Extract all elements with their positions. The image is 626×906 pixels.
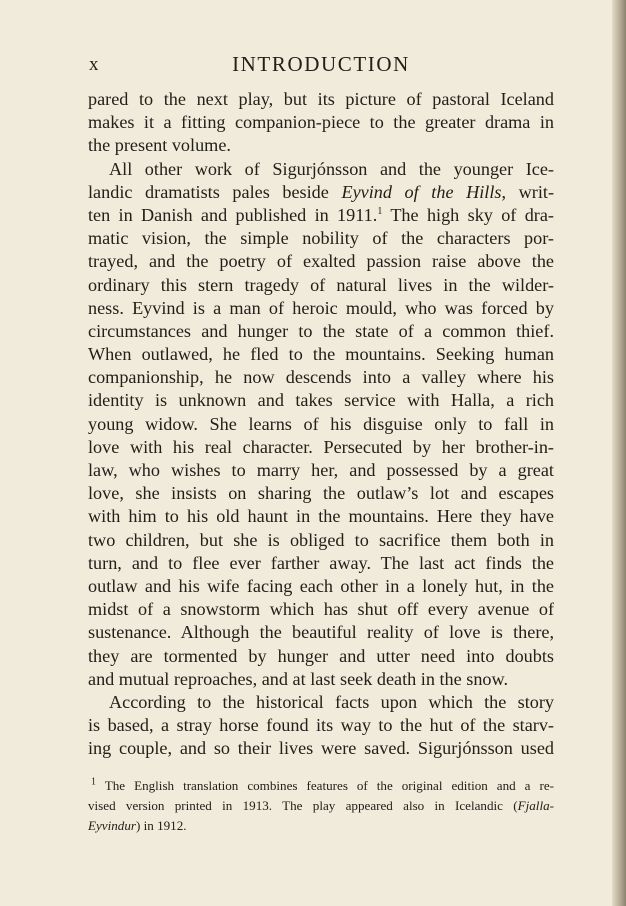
text-line	[88, 320, 554, 343]
text-line	[88, 111, 554, 134]
footnote-line	[88, 796, 554, 816]
text-line	[88, 88, 554, 111]
text-line	[88, 227, 554, 250]
text-run: they are tormented by hunger and utter need into doubts	[88, 645, 554, 666]
text-line	[88, 482, 554, 505]
text-run: the present volume.	[88, 135, 231, 156]
text-run: love with his real character. Persecuted by her brother-in-	[88, 436, 554, 457]
text-line	[88, 575, 554, 598]
text-line	[88, 691, 554, 714]
text-line	[88, 389, 554, 412]
text-line	[88, 413, 554, 436]
text-run: vised version printed in 1913. The play appeared also in Icelandic (	[88, 798, 518, 813]
text-line	[88, 181, 554, 204]
footnote-marker: 1	[91, 776, 96, 788]
text-run: identity is unknown and takes service with Halla, a rich	[88, 390, 554, 411]
text-line	[88, 529, 554, 552]
text-run: According to the historical facts upon which the story	[109, 691, 554, 712]
footnotes	[88, 776, 554, 836]
page-edge-shadow	[612, 0, 626, 906]
text-line	[88, 737, 554, 760]
text-line	[88, 436, 554, 459]
text-run: pared to the next play, but its picture of pastoral Iceland	[88, 89, 554, 109]
italic-text: Eyvind of the Hills	[341, 181, 502, 202]
italic-text: Fjalla-	[517, 798, 554, 813]
text-run: The high sky of dra-	[382, 204, 554, 225]
page-number: x	[89, 54, 100, 75]
text-line	[88, 598, 554, 621]
text-run: turn, and to flee ever farther away. The last act finds the	[88, 552, 554, 573]
text-line	[88, 621, 554, 644]
body-text	[88, 88, 554, 760]
text-run: young widow. She learns of his disguise only to fall in	[88, 413, 554, 434]
text-run: is based, a stray horse found its way to the hut of the starv-	[88, 715, 554, 736]
text-run: ordinary this stern tragedy of natural lives in the wilder-	[88, 274, 554, 295]
text-run: circumstances and hunger to the state of a common thief.	[88, 320, 554, 341]
text-run: landic dramatists pales beside	[88, 181, 342, 202]
text-line	[88, 668, 554, 691]
text-run: All other work of Sigurjónsson and the younger Ice-	[109, 158, 554, 179]
footnote-marker: 1	[377, 205, 383, 217]
text-run: makes it a fitting companion-piece to the greater drama in	[88, 112, 554, 133]
text-line	[88, 204, 554, 227]
text-run: , writ-	[501, 181, 554, 202]
text-run: companionship, he now descends into a valley where his	[88, 367, 554, 388]
text-line	[88, 343, 554, 366]
text-run: outlaw and his wife facing each other in a lonely hut, in the	[88, 575, 554, 596]
footnote-line	[88, 776, 554, 796]
italic-text: Eyvindur	[88, 818, 136, 833]
text-run: trayed, and the poetry of exalted passion raise above the	[88, 251, 554, 272]
text-run: law, who wishes to marry her, and possessed by a great	[88, 460, 554, 480]
text-run: two children, but she is obliged to sacrifice them both in	[88, 529, 554, 550]
text-line	[88, 250, 554, 273]
text-line	[88, 134, 554, 157]
page-header	[86, 52, 556, 80]
footnote-line	[88, 816, 554, 836]
text-line	[88, 158, 554, 181]
text-line	[88, 366, 554, 389]
text-line	[88, 274, 554, 297]
text-run: and mutual reproaches, and at last seek death in the snow.	[88, 668, 509, 689]
text-line	[88, 714, 554, 737]
running-head: INTRODUCTION	[232, 52, 410, 76]
text-run: midst of a snowstorm which has shut off every avenue of	[88, 599, 554, 620]
text-run: The English translation combines features of the original edition and a re-	[96, 778, 554, 793]
text-run: matic vision, the simple nobility of the characters por-	[88, 228, 554, 249]
text-run: ten in Danish and published in 1911.	[88, 204, 378, 225]
text-line	[88, 645, 554, 668]
text-run: ness. Eyvind is a man of heroic mould, who was forced by	[88, 297, 554, 318]
text-run: love, she insists on sharing the outlaw’s lot and escapes	[88, 483, 554, 504]
text-run: When outlawed, he fled to the mountains. Seeking human	[88, 344, 554, 365]
text-line	[88, 297, 554, 320]
text-run: sustenance. Although the beautiful reality of love is there,	[88, 622, 554, 643]
text-run: ing couple, and so their lives were saved. Sigurjónsson used	[88, 738, 554, 759]
text-line	[88, 552, 554, 575]
text-line	[88, 459, 554, 482]
text-run: with him to his old haunt in the mountains. Here they have	[88, 506, 554, 527]
text-line	[88, 505, 554, 528]
text-run: ) in 1912.	[136, 818, 187, 833]
